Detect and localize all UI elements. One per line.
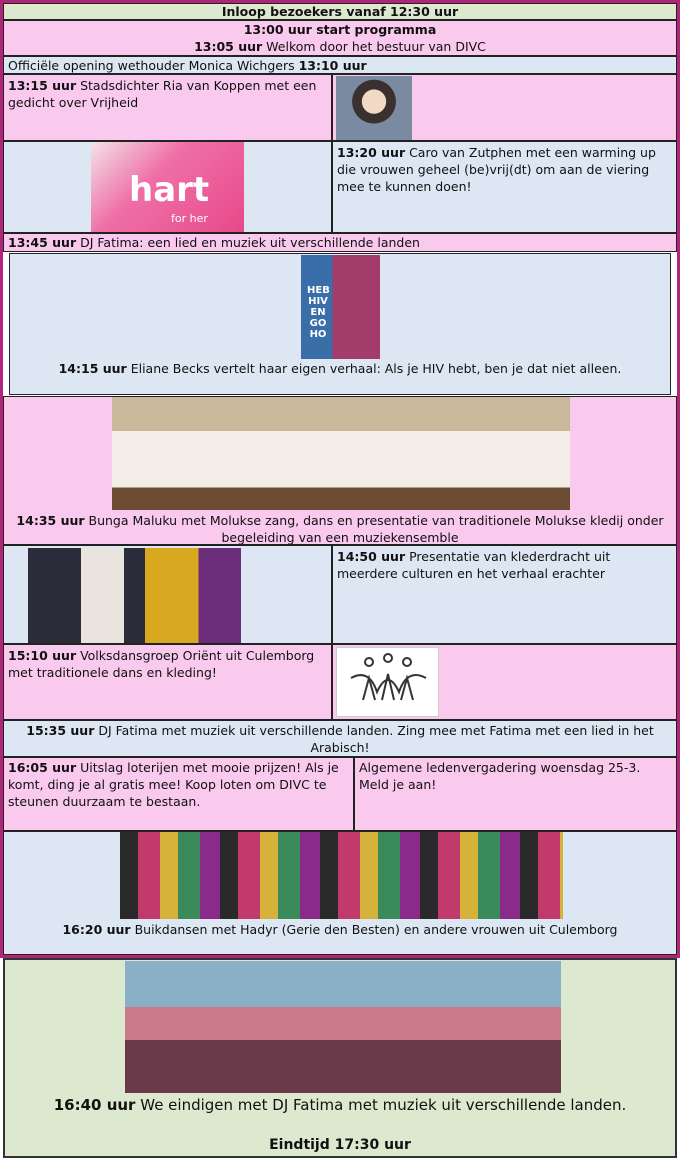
hart-photo-sub: for her (171, 212, 208, 225)
ria-text: Stadsdichter Ria van Koppen met een gedicht over Vrijheid (8, 78, 317, 110)
kleder-time: 14:50 uur (337, 549, 406, 564)
fatima1-text: DJ Fatima: een lied en muziek uit verschillende landen (76, 235, 420, 250)
orient-text: Volksdansgroep Oriënt uit Culemborg met traditionele dans en kleding! (8, 648, 315, 680)
bunga-time: 14:35 uur (16, 513, 85, 528)
orient-time: 15:10 uur (8, 648, 77, 663)
einde-text: We eindigen met DJ Fatima met muziek uit verschillende landen. (135, 1096, 627, 1114)
leden-text: Algemene ledenvergadering woensdag 25-3. Meld je aan! (359, 760, 641, 792)
kleder-text: Presentatie van klederdracht uit meerdere culturen en het verhaal erachter (337, 549, 611, 581)
einde-eindtijd: Eindtijd 17:30 uur (269, 1137, 411, 1153)
row-einde (3, 958, 677, 1158)
loterij-text: Uitslag loterijen met mooie prijzen! Als je komt, ding je al gratis mee! Koop loten om DIVC te steunen duurzaam te bestaan. (8, 760, 339, 809)
opening-text: Officiële opening wethouder Monica Wichgers (8, 58, 299, 73)
inloop-text: Inloop bezoekers vanaf 12:30 uur (221, 4, 459, 19)
fatima2-time: 15:35 uur (26, 723, 95, 738)
hart-photo-text: hart (129, 170, 210, 210)
eliane-photo-text: HEB HIV EN GO HO (307, 285, 330, 340)
fatima2-text: DJ Fatima met muziek uit verschillende landen. Zing mee met Fatima met een lied in het Arabisch! (94, 723, 654, 755)
opening-time: 13:10 uur (298, 58, 367, 73)
start-text: 13:00 uur start programma (243, 22, 437, 37)
buik-time: 16:20 uur (62, 922, 131, 937)
fatima1-time: 13:45 uur (8, 235, 77, 250)
bunga-text: Bunga Maluku met Molukse zang, dans en presentatie van traditionele Molukse kledij onder begeleiding van een muziekensemble (84, 513, 664, 545)
einde-photo (125, 961, 561, 1093)
eliane-text: Eliane Becks vertelt haar eigen verhaal: Als je HIV hebt, ben je dat niet alleen. (126, 361, 622, 376)
caro-time: 13:20 uur (337, 145, 406, 160)
caro-text: Caro van Zutphen met een warming up die vrouwen geheel (be)vrij(dt) om aan de viering mee te kunnen doen! (337, 145, 656, 194)
buik-text: Buikdansen met Hadyr (Gerie den Besten) en andere vrouwen uit Culemborg (130, 922, 618, 937)
loterij-time: 16:05 uur (8, 760, 77, 775)
welkom-time: 13:05 uur (194, 39, 263, 54)
eliane-time: 14:15 uur (58, 361, 127, 376)
einde-time: 16:40 uur (53, 1096, 136, 1114)
welkom-text: Welkom door het bestuur van DIVC (262, 39, 486, 54)
ria-time: 13:15 uur (8, 78, 77, 93)
